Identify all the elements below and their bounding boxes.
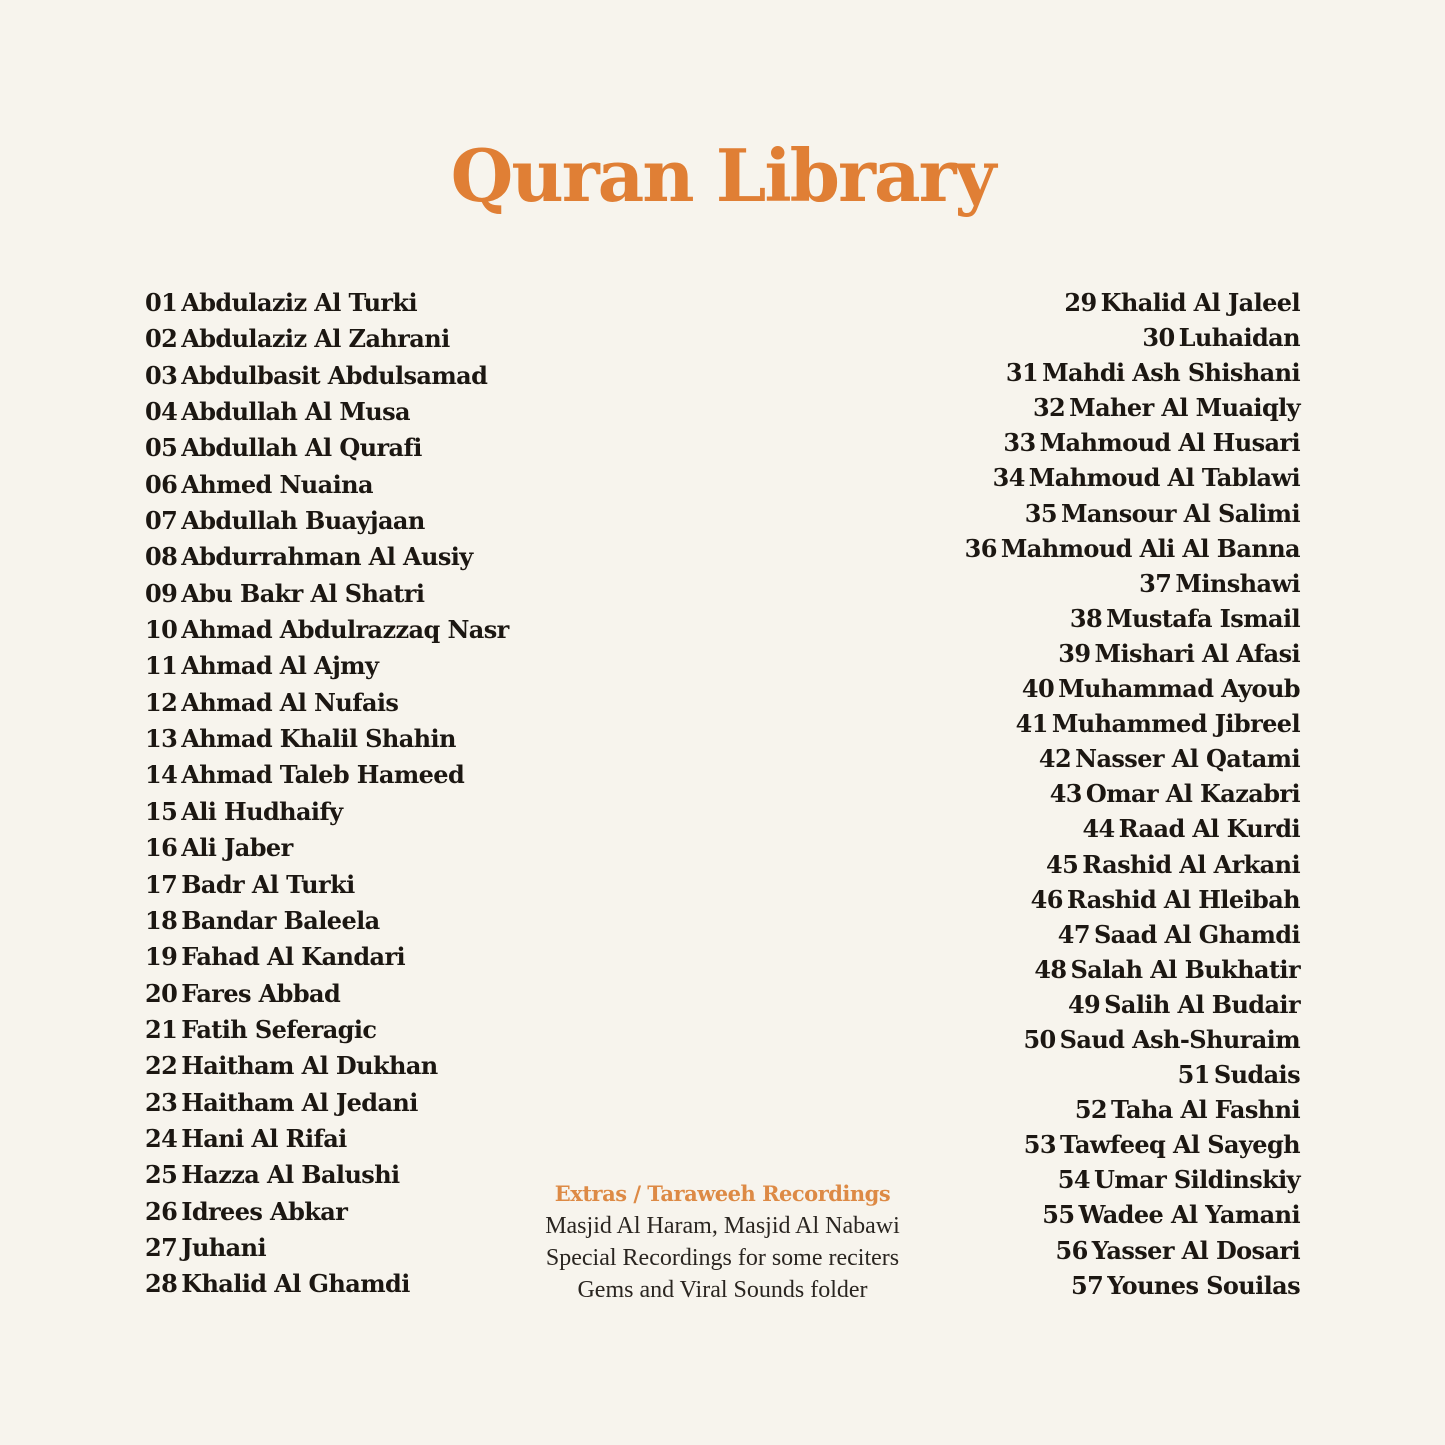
reciter-list-right (965, 285, 1300, 1303)
reciter-name: Hazza Al Balushi (181, 1160, 400, 1190)
reciter-number: 42 (1038, 744, 1072, 774)
reciter-name: Saud Ash-Shuraim (1059, 1024, 1300, 1054)
reciter-number: 54 (1057, 1165, 1090, 1195)
reciter-number: 52 (1074, 1095, 1108, 1125)
reciter-number: 36 (964, 533, 997, 563)
reciter-number: 50 (1023, 1024, 1056, 1054)
reciter-name: Salih Al Budair (1104, 989, 1300, 1019)
reciter-number: 14 (145, 760, 178, 790)
reciter-number: 03 (145, 360, 178, 390)
reciter-name: Khalid Al Ghamdi (181, 1269, 410, 1299)
reciter-name: Hani Al Rifai (181, 1123, 347, 1153)
reciter-item (965, 882, 1300, 917)
reciter-name: Sudais (1213, 1060, 1300, 1090)
reciter-number: 38 (1069, 603, 1103, 633)
reciter-number: 20 (145, 978, 178, 1008)
reciter-number: 23 (145, 1087, 178, 1117)
reciter-number: 57 (1071, 1270, 1104, 1300)
reciter-item (965, 460, 1300, 495)
reciter-number: 15 (145, 796, 178, 826)
reciter-item (965, 952, 1300, 987)
reciter-item (145, 612, 509, 648)
reciter-item (145, 1266, 509, 1302)
reciter-name: Younes Souilas (1107, 1270, 1300, 1300)
reciter-number: 24 (145, 1123, 178, 1153)
reciter-name: Abdullah Al Qurafi (181, 433, 422, 463)
reciter-number: 22 (145, 1051, 178, 1081)
reciter-item (145, 1194, 509, 1230)
reciter-name: Fares Abbad (181, 978, 341, 1008)
reciter-number: 05 (145, 433, 178, 463)
reciter-item (965, 741, 1300, 776)
reciter-name: Tawfeeq Al Sayegh (1060, 1130, 1300, 1160)
reciter-number: 01 (145, 288, 178, 317)
reciter-number: 04 (145, 397, 178, 427)
extras-section (500, 1178, 945, 1306)
reciter-number: 44 (1082, 814, 1115, 844)
reciter-name: Fahad Al Kandari (181, 942, 406, 972)
reciter-number: 09 (145, 578, 178, 608)
reciter-number: 32 (1032, 393, 1066, 423)
reciter-item (965, 917, 1300, 952)
extras-line: Masjid Al Haram, Masjid Al Nabawi (545, 1213, 900, 1239)
reciter-name: Muhammed Jibreel (1051, 709, 1300, 739)
reciter-name: Salah Al Bukhatir (1070, 954, 1300, 984)
reciter-item (145, 576, 509, 612)
reciter-item (965, 285, 1300, 320)
reciter-item (965, 1057, 1300, 1092)
reciter-name: Haitham Al Jedani (181, 1087, 418, 1117)
reciter-name: Abdulaziz Al Turki (181, 288, 418, 317)
reciter-name: Ali Jaber (181, 833, 293, 863)
reciter-item (965, 671, 1300, 706)
reciter-item (145, 430, 509, 466)
reciter-name: Ali Hudhaify (181, 796, 343, 826)
reciter-item (965, 531, 1300, 566)
reciter-number: 17 (145, 869, 178, 899)
reciter-name: Abdulbasit Abdulsamad (181, 360, 488, 390)
reciter-number: 02 (145, 324, 178, 354)
reciter-number: 10 (145, 615, 178, 645)
reciter-name: Mishari Al Afasi (1094, 638, 1300, 668)
reciter-item (145, 539, 509, 575)
reciter-name: Raad Al Kurdi (1118, 814, 1300, 844)
reciter-name: Maher Al Muaiqly (1069, 393, 1300, 423)
reciter-item (145, 1121, 509, 1157)
reciter-item (965, 496, 1300, 531)
reciter-number: 43 (1049, 779, 1082, 809)
reciter-name: Mansour Al Salimi (1060, 498, 1300, 528)
reciter-item (965, 1268, 1300, 1303)
reciter-number: 25 (145, 1160, 178, 1190)
reciter-name: Saad Al Ghamdi (1093, 919, 1300, 949)
reciter-item (965, 706, 1300, 741)
reciter-number: 40 (1021, 674, 1055, 704)
reciter-number: 47 (1057, 919, 1090, 949)
reciter-item (965, 1233, 1300, 1268)
reciter-item (145, 285, 509, 321)
reciter-number: 08 (145, 542, 178, 572)
reciter-item (965, 1092, 1300, 1127)
reciter-item (965, 1022, 1300, 1057)
reciter-name: Mahmoud Al Tablawi (1028, 463, 1300, 493)
reciter-number: 37 (1139, 568, 1172, 598)
reciter-number: 13 (145, 724, 178, 754)
reciter-name: Taha Al Fashni (1111, 1095, 1300, 1125)
reciter-name: Rashid Al Hleibah (1066, 884, 1300, 914)
reciter-number: 07 (145, 506, 178, 536)
reciter-item (965, 566, 1300, 601)
reciter-item (145, 685, 509, 721)
reciter-name: Mahdi Ash Shishani (1042, 358, 1300, 388)
reciter-number: 45 (1046, 849, 1079, 879)
reciter-item (965, 320, 1300, 355)
reciter-item (145, 794, 509, 830)
reciter-number: 30 (1142, 323, 1175, 353)
reciter-name: Abdulaziz Al Zahrani (181, 324, 450, 354)
reciter-name: Badr Al Turki (181, 869, 355, 899)
reciter-item (145, 1157, 509, 1193)
reciter-number: 51 (1177, 1060, 1210, 1090)
reciter-item (145, 903, 509, 939)
extras-line: Gems and Viral Sounds folder (577, 1277, 868, 1303)
reciter-number: 16 (145, 833, 178, 863)
extras-line: Special Recordings for some reciters (545, 1245, 900, 1271)
reciter-item (145, 721, 509, 757)
reciter-number: 53 (1023, 1130, 1056, 1160)
reciter-name: Ahmad Al Nufais (181, 687, 399, 717)
reciter-number: 21 (145, 1014, 178, 1044)
reciter-name: Ahmad Khalil Shahin (181, 724, 456, 754)
reciter-number: 56 (1055, 1235, 1088, 1265)
reciter-name: Wadee Al Yamani (1078, 1200, 1300, 1230)
reciter-number: 29 (1064, 288, 1097, 317)
reciter-item (145, 394, 509, 430)
reciter-item (965, 811, 1300, 846)
reciter-number: 31 (1005, 358, 1039, 388)
reciter-list-left (145, 285, 509, 1303)
reciter-number: 41 (1015, 709, 1048, 739)
reciter-number: 06 (145, 469, 178, 499)
reciter-item (965, 355, 1300, 390)
reciter-item (145, 976, 509, 1012)
reciter-item (965, 636, 1300, 671)
reciter-item (965, 776, 1300, 811)
reciter-name: Fatih Seferagic (181, 1014, 377, 1044)
reciter-item (145, 1230, 509, 1266)
reciter-item (965, 1127, 1300, 1162)
reciter-name: Umar Sildinskiy (1094, 1165, 1300, 1195)
reciter-item (145, 1012, 509, 1048)
reciter-name: Omar Al Kazabri (1085, 779, 1300, 809)
reciter-item (145, 939, 509, 975)
reciter-name: Muhammad Ayoub (1058, 674, 1300, 704)
reciter-name: Ahmad Abdulrazzaq Nasr (181, 615, 509, 645)
reciter-item (965, 1162, 1300, 1197)
reciter-name: Mustafa Ismail (1106, 603, 1300, 633)
reciter-number: 28 (145, 1269, 178, 1299)
reciter-name: Nasser Al Qatami (1075, 744, 1300, 774)
reciter-name: Ahmad Al Ajmy (181, 651, 379, 681)
reciter-name: Mahmoud Al Husari (1039, 428, 1300, 458)
reciter-number: 55 (1042, 1200, 1075, 1230)
reciter-item (145, 467, 509, 503)
reciter-name: Rashid Al Arkani (1082, 849, 1300, 879)
reciter-item (145, 1048, 509, 1084)
reciter-name: Juhani (181, 1232, 266, 1262)
reciter-name: Idrees Abkar (181, 1196, 348, 1226)
reciter-number: 39 (1058, 638, 1091, 668)
reciter-item (145, 321, 509, 357)
reciter-number: 27 (145, 1232, 178, 1262)
reciter-item (145, 867, 509, 903)
reciter-number: 34 (992, 463, 1025, 493)
reciter-item (965, 847, 1300, 882)
reciter-number: 35 (1024, 498, 1057, 528)
reciter-number: 49 (1067, 989, 1101, 1019)
reciter-item (145, 358, 509, 394)
reciter-item (965, 601, 1300, 636)
reciter-item (965, 425, 1300, 460)
reciter-item (145, 830, 509, 866)
reciter-name: Khalid Al Jaleel (1100, 288, 1300, 317)
page-title: Quran Library (450, 133, 995, 218)
reciter-item (145, 648, 509, 684)
reciter-item (965, 987, 1300, 1022)
reciter-name: Abdurrahman Al Ausiy (181, 542, 473, 572)
reciter-number: 19 (145, 942, 178, 972)
reciter-name: Abdullah Al Musa (181, 397, 410, 427)
reciter-name: Ahmad Taleb Hameed (181, 760, 465, 790)
reciter-number: 12 (145, 687, 178, 717)
reciter-item (965, 1197, 1300, 1232)
reciter-item (145, 757, 509, 793)
reciter-number: 33 (1003, 428, 1036, 458)
reciter-name: Abdullah Buayjaan (181, 506, 425, 536)
reciter-name: Abu Bakr Al Shatri (181, 578, 425, 608)
reciter-name: Minshawi (1175, 568, 1300, 598)
reciter-item (965, 390, 1300, 425)
reciter-number: 46 (1030, 884, 1063, 914)
reciter-item (145, 503, 509, 539)
reciter-item (145, 1085, 509, 1121)
reciter-name: Haitham Al Dukhan (181, 1051, 438, 1081)
reciter-name: Yasser Al Dosari (1091, 1235, 1300, 1265)
reciter-number: 48 (1034, 954, 1067, 984)
reciter-name: Bandar Baleela (181, 905, 380, 935)
reciter-name: Ahmed Nuaina (181, 469, 373, 499)
extras-heading: Extras / Taraweeh Recordings (554, 1181, 891, 1206)
reciter-name: Mahmoud Ali Al Banna (1000, 533, 1300, 563)
reciter-number: 11 (145, 651, 178, 681)
reciter-number: 26 (145, 1196, 178, 1226)
reciter-name: Luhaidan (1178, 323, 1300, 353)
reciter-number: 18 (145, 905, 178, 935)
